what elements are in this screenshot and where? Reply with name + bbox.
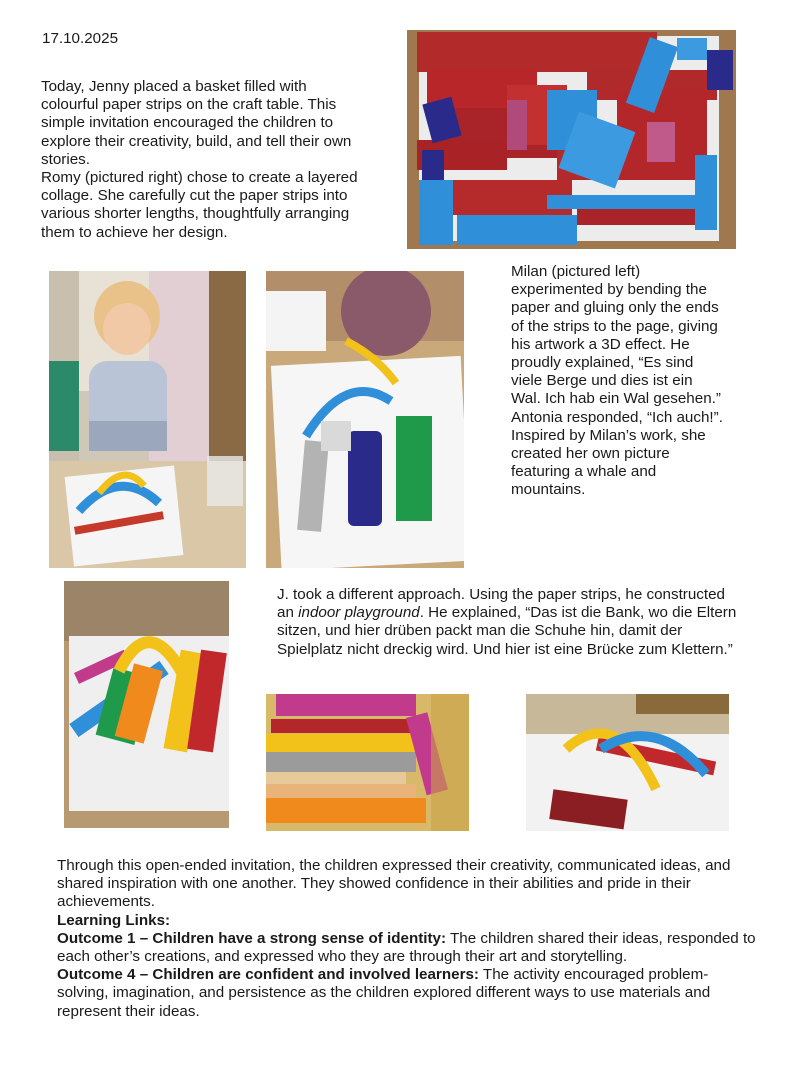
outcome-1 <box>57 930 757 966</box>
j-text-italic: indoor playground <box>298 604 420 622</box>
intro-text <box>41 78 361 242</box>
photo-j-playground <box>64 581 229 828</box>
photo-bridge <box>526 694 729 831</box>
outcome-4-title: Outcome 4 – Children are confident and involved learners: <box>57 966 479 984</box>
j-text-before: J. took a different approach. Using the paper strips, he constructed an <box>277 586 726 622</box>
learning-links-heading: Learning Links: <box>57 911 171 929</box>
outcome-1-text: The children shared their ideas, responded to each other’s creations, and expressed who they are through their art and storytelling. <box>57 929 756 966</box>
photo-romy-collage <box>407 30 736 249</box>
milan-text: Milan (pictured left) experimented by bending the paper and gluing only the ends of the strips to the page, giving his artwork a 3D effect. He proudly explained, “Es sind viele Berge und dies ist ein Wal. Ich hab ein Wal gesehen.” Antonia responded, “Ich auch!”. Inspired by Milan’s work, she created her own picture featuring a whale and mountains. <box>511 263 723 499</box>
date: 17.10.2025 <box>42 30 119 47</box>
summary-text: Through this open-ended invitation, the children expressed their creativity, communicated ideas, and shared inspiration with one another. They showed confidence in their abilities and pride in their achievements. <box>57 857 731 911</box>
intro-paragraph-1: Today, Jenny placed a basket filled with colourful paper strips on the craft table. This simple invitation encouraged the children to explore their creativity, build, and tell their own stories. <box>41 78 352 168</box>
photo-milan-child <box>49 271 246 568</box>
photo-layered-strips <box>266 694 469 831</box>
outcome-1-title: Outcome 1 – Children have a strong sense of identity: <box>57 929 447 947</box>
photo-milan-artwork <box>266 271 464 568</box>
intro-paragraph-2: Romy (pictured right) chose to create a layered collage. She carefully cut the paper strips into various shorter lengths, thoughtfully arranging them to achieve her design. <box>41 169 358 241</box>
outcome-4-text: The activity encouraged problem-solving, imagination, and persistence as the children explored different ways to use materials and represent their ideas. <box>57 966 711 1020</box>
summary-section <box>57 857 757 1021</box>
outcome-4 <box>57 966 757 1021</box>
j-text <box>277 586 737 659</box>
j-text-after: . He explained, “Das ist die Bank, wo die Eltern sitzen, und hier drüben packt man die Schuhe hin, damit der Spielplatz nicht dreckig wird. Und hier ist eine Brücke zum Klettern.” <box>277 604 737 658</box>
